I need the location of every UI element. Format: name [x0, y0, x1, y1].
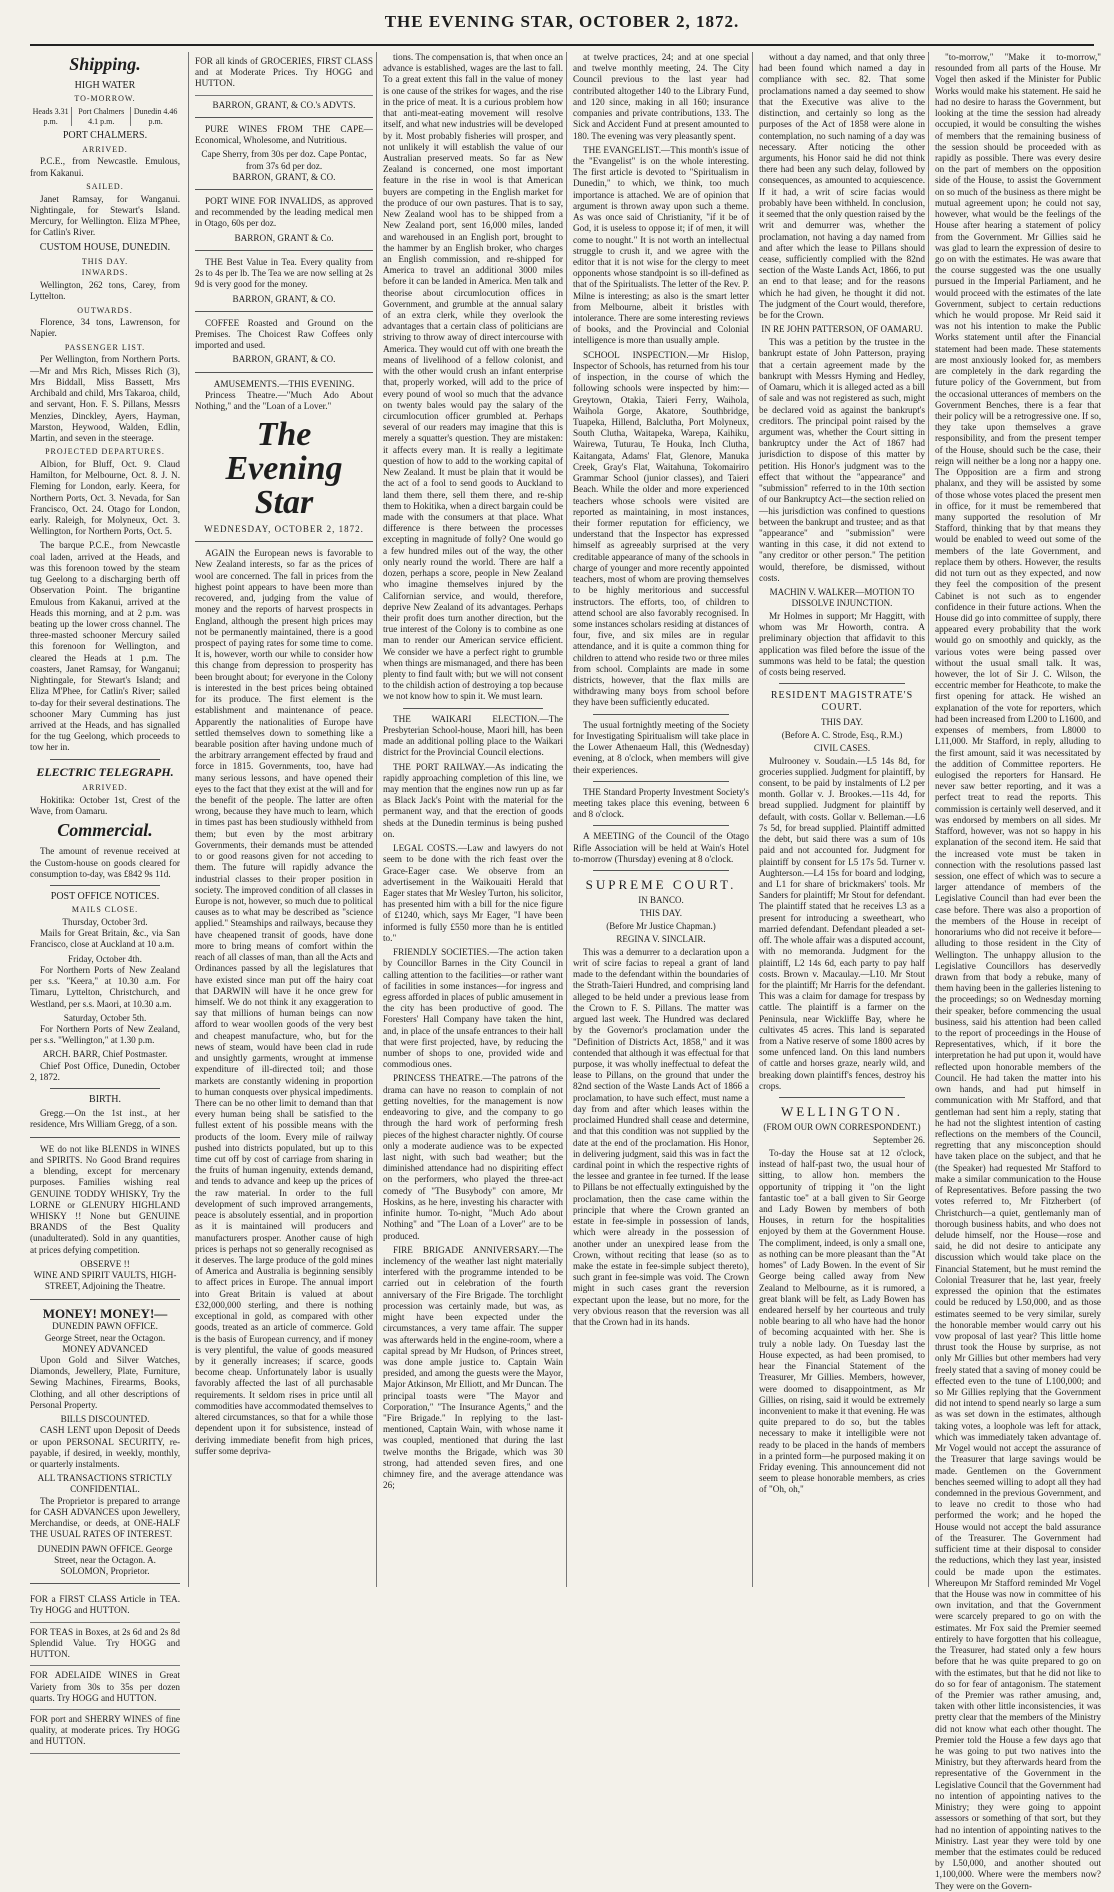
- column-5: [752, 52, 925, 1587]
- case-text: This was a demurrer to a declaration upon a writ of scire facias to repeal a grant of land made to the defendant within the boundaries of the Strath-Taieri Hundred, and comprising land alleged to be held under a previous lease from the Crown to F. S. Pillans. The matter was argued last week. The Hundred was declared by the Governor's proclamation under the "Definition of Districts Act, 1858," and it was contended that although it was effectual for that purpose, it was wholly ineffectual to defeat the lease to Pillans, on the ground that under the 82nd section of the Waste Lands Act of 1866 a proclamation, to have such effect, must name a day from and after which leases within the proclaimed Hundred shall cease and determine, and that this condition was not supplied by the date at the end of the proclamation. His Honor, in delivering judgment, said this was in fact the cardinal point in which the respective rights of the lessee and grantee in fee turned. If the lease to Pillans be not effectually extinguished by the proclamation, then the case came within the principle that where the Crown granted an estate in fee-simple in possession of lands, which were already in the possession of another under an unexpired lease from the Crown, without reciting that lease (so as to make the estate in fee-simple subject thereto), such grant in fee-simple was void. The Crown might in such cases grant the reversion expectant upon the lease, but no more, for the very obvious reason that the reversion was all that the Crown had in its hands.: [573, 946, 749, 1328]
- divider: [50, 885, 160, 886]
- amusements-heading: AMUSEMENTS.—THIS EVENING.: [213, 378, 355, 389]
- tide-table: [30, 107, 180, 127]
- tide-heads: Heads 3.31 p.m.: [30, 107, 72, 127]
- arrived-text: P.C.E., from Newcastle. Emulous, from Kakanui.: [30, 156, 180, 178]
- tide-port-chalmers: Port Chalmers 4.1 p.m.: [72, 107, 131, 127]
- divider: [195, 541, 373, 542]
- tomorrow-label: TO-MORROW.: [74, 94, 136, 104]
- tea-ad-1: FOR a FIRST CLASS Article in TEA. Try HOGG and HUTTON.: [30, 1590, 180, 1622]
- customs-heading: CUSTOM HOUSE, DUNEDIN.: [39, 242, 171, 254]
- rmc-this-day: THIS DAY.: [820, 716, 863, 727]
- civil-cases-text: Mulrooney v. Soudain.—L5 14s 8d, for groceries supplied. Judgment for plaintiff, by consent, to be paid by instalments of L2 per month. Gollar v. J. Brookes.—11s 4d, for bread supplied. Judgment for plaintiff by default, with costs. Gollar v. Belleman.—L6 7s 5d, for bread supplied. Plaintiff admitted the debt, but said there was a sum of 10s paid and not accounted for. Judgment for plaintiff by consent for L5 17s 5d. Turner v. Aughterson.—L4 15s for board and lodging, and L1 for share of brickmakers' tools. Mr Sanders for plaintiff; Mr Stout for defendant. The plaintiff stated that he receives L3 as a present for introducing a sweetheart, who married defendant. Defendant pleaded a set-off. The whole affair was a disputed account, with no memoranda. Judgment for the plaintiff, L2 14s 6d, each party to pay half costs. Brown v. Macaulay.—L10. Mr Stout for the plaintiff; Mr Harris for the defendant. This was a claim for damage for trespass by cattle. The plaintiff is a farmer on the Peninsula, near Wickliffe Bay, where he cultivates 45 acres. This land is separated from a Native reserve of some 1800 acres by some unfenced land. On this land numbers of cattle and horses graze, nearly wild, and breaking down plaintiff's fences, destroy his crops.: [759, 755, 925, 1091]
- divider: [593, 825, 729, 826]
- wine-ad-2: FOR port and SHERRY WINES of fine quality, at moderate prices. Try HOGG and HUTTON.: [30, 1710, 180, 1754]
- divider: [195, 372, 373, 373]
- customs-this-day: THIS DAY.: [81, 256, 129, 266]
- divider: [50, 759, 160, 760]
- barron-sign-3: BARRON, GRANT, & CO.: [232, 293, 336, 304]
- birth-text: Gregg.—On the 1st inst., at her residence, Mrs William Gregg, of a son.: [30, 1108, 180, 1130]
- sailed-label: SAILED.: [86, 181, 124, 191]
- shipping-heading: Shipping.: [69, 54, 141, 74]
- saturday-label: Saturday, October 5th.: [63, 1012, 147, 1023]
- outwards-label: OUTWARDS.: [77, 305, 133, 315]
- page-header: THE EVENING STAR, OCTOBER 2, 1872.: [384, 12, 740, 31]
- observe: OBSERVE !!: [80, 1258, 130, 1269]
- sailed-text: Janet Ramsay, for Wanganui. Nightingale, for Stewart's Island. Mercury, for Wellington. Eliza M'Phee, for Catlin's River.: [30, 193, 180, 238]
- divider: [30, 1583, 180, 1584]
- paper-title: The Evening Star: [225, 416, 343, 522]
- column-4: [566, 52, 749, 1587]
- wellington-text: To-day the House sat at 12 o'clock, instead of half-past two, the usual hour of sitting, to allow hon. members the opportunity of tripping it "on the light fantastic toe" at a ball given to Sir George and Lady Bowen by members of both Houses, in return for the hospitalities enjoyed by them at the Government House. The compliment, indeed, is only a small one, as nothing can be more pleasant than the "At homes" of Lady Bowen. In the event of Sir George being called away from New Zealand to Melbourne, as it is rumored, a great blank will be felt, as Lady Bowen has endeared herself by her courteous and truly noble bearing to all who have had the honor of becoming acquainted with her. She is truly a noble lady. On Tuesday last the House expected, as had been promised, to hear the Financial Statement of the Treasurer, Mr Gillies. Members, however, were doomed to disappointment, as Mr Gillies, on rising, said it would be extremely inconvenient to make it that evening. He was quite prepared to do so, but the tables necessary to make it intelligible were not ready to be placed in the hands of members in a printed form—he purposed making it on Friday evening. This announcement did not seem to please honorable members, as cries of "Oh, oh,": [759, 1147, 925, 1495]
- inwards-label: INWARDS.: [81, 268, 129, 278]
- fire-brigade-continued: at twelve practices, 24; and at one special and twelve monthly meeting, 24. The City Council previous to the last year had contributed altogether 140 to the Library Fund, and 120 since, making in all 160; insurance companies and private contributions, 133. The Sick and Accident Fund at present amounted to 180. The evening was very pleasantly spent.: [573, 52, 749, 141]
- projected-label: PROJECTED DEPARTURES.: [45, 447, 165, 457]
- projected-text: Albion, for Bluff, Oct. 9. Claud Hamilton, for Melbourne, Oct. 8. J. N. Fleming for London, early. Keera, for Northern Ports, Oct. 3. Nevada, for San Francisco, Oct. 24. Otago for London, early. Raleigh, for Molyneux, Oct. 3. Wellington, for Northern Ports, Oct. 5.: [30, 458, 180, 537]
- rifle-item: A MEETING of the Council of the Otago Rifle Association will be held at Wain's Hotel to-morrow (Thursday) evening at 8 o'clock.: [573, 831, 749, 864]
- divider: [30, 1137, 180, 1138]
- money-advanced: MONEY ADVANCED: [62, 1343, 148, 1354]
- confidential: ALL TRANSACTIONS STRICTLY CONFIDENTIAL.: [37, 1473, 173, 1495]
- passenger-label: PASSENGER LIST.: [64, 342, 146, 352]
- divider: [195, 250, 373, 251]
- wellington-heading: WELLINGTON.: [781, 1104, 903, 1120]
- civil-cases: CIVIL CASES.: [813, 742, 871, 753]
- birth-heading: BIRTH.: [89, 1094, 121, 1106]
- wellington-sub: (FROM OUR OWN CORRESPONDENT.): [763, 1121, 921, 1132]
- court-this-day: THIS DAY.: [639, 907, 682, 918]
- passenger-text: Per Wellington, from Northern Ports.—Mr and Mrs Rich, Misses Rich (3), Mrs Biddall, Miss Bassett, Mrs Archibald and child, Mrs Takaroa, child, and servant, Hon. F. S. Pillans, Messrs Menzies, Dinckley, Ayers, Hayman, Marston, Heywood, Walden, Edlin, Martin, and seven in the steerage.: [30, 354, 180, 443]
- barron-sign-4: BARRON, GRANT, & CO.: [232, 354, 336, 365]
- divider: [593, 870, 729, 871]
- pawn-address: George Street, near the Octagon.: [44, 1332, 166, 1343]
- legal-costs-item: LEGAL COSTS.—Law and lawyers do not seem to be done with the rich feast over the Grace-Eager case. We observe from an advertisement in the Waikouaiti Herald that Eager states that Mr Wesley Turton, his solicitor, has presented him with a bill for the nice figure of £1240, which, says Mr Eager, "I have been informed is fully £550 more than he is entitled to.": [383, 843, 563, 943]
- arrived-label: ARRIVED.: [82, 144, 128, 154]
- rmc-before: (Before A. C. Strode, Esq., R.M.): [781, 729, 903, 740]
- friday-label: Friday, October 4th.: [68, 953, 142, 964]
- wellington-date: September 26.: [873, 1134, 925, 1145]
- divider: [779, 1097, 905, 1098]
- columns: [30, 52, 1101, 1891]
- machin-text: Mr Holmes in support; Mr Haggitt, with whom was Mr Howorth, contra. A preliminary objection that affidavit to this application was filed before the issue of the summons was held to be fatal; the question of costs being reserved.: [759, 610, 925, 678]
- cape-prices: Cape Sherry, from 30s per doz. Cape Pontac, from 37s 6d per doz.: [201, 149, 367, 171]
- investment-item: THE Standard Property Investment Society's meeting takes place this evening, between 6 and 8 o'clock.: [573, 786, 749, 820]
- proprietor-text: The Proprietor is prepared to arrange for CASH ADVANCES upon Jewellery, Merchandise, or deeds, at ONE-HALF THE USUAL RATES OF INTEREST.: [30, 1495, 180, 1540]
- outwards-text: Florence, 34 tons, Lawrenson, for Napier.: [30, 317, 180, 339]
- mails-close: MAILS CLOSE.: [71, 905, 139, 915]
- divider: [593, 714, 729, 715]
- case-title: REGINA V. SINCLAIR.: [616, 933, 706, 944]
- bills-discounted: BILLS DISCOUNTED.: [60, 1414, 150, 1425]
- rmc-heading: RESIDENT MAGISTRATE'S COURT.: [770, 690, 914, 714]
- column-6: [928, 52, 1101, 1891]
- divider: [593, 781, 729, 782]
- cape-wines-ad: PURE WINES FROM THE CAPE—Economical, Wholesome, and Nutritious.: [195, 123, 373, 146]
- shipping-para: The barque P.C.E., from Newcastle coal laden, arrived at the Heads, and was this forenoon towed by the steam tug Geelong to a discharging berth off Observation Point. The brigantine Emulous from Kakanui, arrived at the Heads this morning, and at 2 p.m. was beating up the lower cross channel. The three-masted schooner Mercury sailed this forenoon for Wellington, and cleared the Heads at 1 p.m. The coasters, Janet Ramsay, for Wanganui; Nightingale, for Stewart's Island; and Eliza M'Phee, for Catlin's River; sailed to-day for their several destinations. The schooner Mary Cumming has just arrived at the Heads, and has signalled for the tug Geelong, which proceeds to tow her in.: [30, 540, 180, 753]
- dateline: WEDNESDAY, OCTOBER 2, 1872.: [204, 524, 364, 535]
- case-continued: without a day named, and that only three had been found which named a day in compliance with sec. 82. That some proclamations named a day seemed to show that the Executive was alive to the distinction, and certainly so long as the purposes of the Act of 1858 were alone in contemplation, no such naming of a day was necessary. After noticing the other arguments, his Honor said he did not think there had been any such delay, followed by consequences, as amounted to acquiescence. If it had, a writ of scire facias would probably have been withheld. In conclusion, it seemed that the only question raised by the writ and demurrer was, whether the proclamation, not having a day named from and after which the lease to Pillans should cease, sufficiently complied with the 82nd section of the Waste Lands Act, 1866, to put an end to that lease; and for the reasons which he had given, he thought it did not. The judgment of the Court would, therefore, be for the Crown.: [759, 52, 925, 321]
- railway-item: THE PORT RAILWAY.—As indicating the rapidly approaching completion of this line, we may mention that the engines now run up as far as Black Jack's Point with the material for the permanent way, and that the erection of goods sheds at the Dunedin terminus is being pushed on.: [383, 761, 563, 839]
- in-banco: IN BANCO.: [638, 894, 684, 905]
- money-heading: MONEY! MONEY!—: [42, 1305, 168, 1321]
- thursday-label: Thursday, October 3rd.: [62, 917, 148, 927]
- friendly-societies-item: FRIENDLY SOCIETIES.—The action taken by Councillor Barnes in the City Council in calling attention to the facilities—or rather want of facilities in some instances—for ingress and egress afforded in places of public amusement in the city has been productive of good. The Foresters' Hall Company have taken the hint, and, in place of the unsafe entrances to their hall that were first projected, have, by reducing the number of shops to one, provided wide and commodious ones.: [383, 947, 563, 1070]
- tide-dunedin: Dunedin 4.46 p.m.: [133, 106, 178, 126]
- vaults-ad: WINE AND SPIRIT VAULTS, HIGH-STREET, Adjoining the Theatre.: [33, 1270, 177, 1292]
- whisky-ad: WE do not like BLENDS in WINES and SPIRITS. No Good Brand requires a blending, except for mercenary purposes. Families wishing real GENUINE TODDY WHISKY, Try the LORNE or GLENURY HIGHLAND WHISKY !! None but GENUINE BRANDS of the Best Quality (unadulterated). Sold in any quantities, at prices defying competition.: [30, 1143, 180, 1255]
- barron-ads-heading: BARRON, GRANT, & CO.'s ADVTS.: [212, 99, 356, 110]
- princess-listing: Princess Theatre.—"Much Ado About Nothing," and the "Loan of a Lover.": [195, 389, 373, 412]
- coffee-ad: COFFEE Roasted and Ground on the Premises. The Choicest Raw Coffees only imported and used.: [195, 317, 373, 351]
- telegraph-heading: ELECTRIC TELEGRAPH.: [36, 764, 174, 779]
- editorial-continued: tions. The compensation is, that when once an advance is established, wages are the last to fall. To a great extent this fall in the value of money is one cause of the strikes for wages, and the rise in the price of meat. It is a curious problem how that anti-meat-eating movement will resolve itself, and what new industries will be developed by it. Most probably fisheries will prosper, and not unlikely it will establish the value of our Australian preserved meats. So far as New Zealand is concerned, one most important feature in the rise in wool is that American buyers are competing in the English market for the produce of our own pastures. That is to say, New Zealand wool has to be shipped from a New Zealand port, sent 16,000 miles, landed and warehoused in an English port, brought to the hammer by an English broker, who charges an English commission, and re-shipped for America to travel an additional 3000 miles before it can be landed in America. Men talk and theorise about circumlocution offices in Government, and grumble at the annual salary of an extra clerk, while they overlook the advantages that a certain class of politicians are striving to throw away of direct intercourse with America. They would cut off with one breath the means of livelihood of a fellow colonist, and with the other would crush an infant enterprise that, properly worked, will add to the price of every pound of wool so much that the advance on twenty bales would pay the salary of the circumlocution officer grumbled at. Perhaps several of our readers may imagine that this is merely a squatter's question. They are mistaken: it affects every man. It is really a legitimate question of how to add to the working capital of New Zealand. It must be plain that it would be the act of a fool to send goods to Auckland to land them there, sell them there, and re-ship them to Hokitika, when a direct bargain could be made with the consumers at that place. What difference is there between the processes excepting in magnitude of folly? One would go a few hundred miles out of the way, the other only nearly round the world. There are half a dozen, perhaps a score, people in New Zealand who imagine themselves injured by the Californian service, and would, therefore, deprive New Zealand of its advantages. Perhaps their profit does turn another direction, but the true interest of the Colony is to combine as one man to render our American service efficient. We consider we have a perfect right to grumble when things are mismanaged, and there has been plenty to find fault with; but we will not consent to the childish action of destroying a top because we not know how to spin it. We must learn.: [383, 52, 563, 702]
- telegraph-arrived: ARRIVED.: [82, 783, 128, 793]
- inwards-text: Wellington, 262 tons, Carey, from Lyttelton.: [30, 280, 180, 302]
- divider: [30, 1299, 180, 1300]
- evangelist-item: THE EVANGELIST.—This month's issue of the "Evangelist" is on the whole interesting. The first article is devoted to "Spiritualism in Dunedin," to which, we think, too much importance is attached. We are of opinion that argument is thrown away upon such a theme. As was once said of Christianity, "if it be of God, it is useless to oppose it; if of men, it will come to nought." It is not worth an intellectual struggle to crush it, and we agree with the editor that it is not wise for the clergy to meet opponents whose standpoint is so ill-defined as that of the Spiritualists. The letter of the Rev. P. Milne is interesting; as also is the smart letter from Melbourne, albeit it bristles with intolerance. There are some interesting reviews of books, and the Provincial and Colonial intelligence is more than usually ample.: [573, 144, 749, 346]
- tea-ad-2: FOR TEAS in Boxes, at 2s 6d and 2s 8d Splendid Value. Try HOGG and HUTTON.: [30, 1623, 180, 1667]
- wellington-continued: "to-morrow," "Make it to-morrow," resounded from all parts of the House. Mr Vogel then asked if the Minister for Public Works would make his statement. He said he had no desire to harass the Government, but looking at the time the session had already occupied, it would be consulting the wishes of members that the remaining business of the session should be proceeded with as rapidly as possible. There was every desire on the part of members on the opposition side of the House, to assist the Government on so much of the business as there might be mutual agreement upon; he could not say, however, what would be the feelings of the House after hearing a statement of policy from the Government. Mr Gillies said he was glad to learn the expression of desire to go on with the estimates. He was aware that the course suggested was the one usually pursued in the Imperial Parliament, and he would proceed with the estimates of the late Government, subject to certain reductions which he would propose. Mr Reid said it was not his intention to make the Public Works statement until after the Financial statement had been made. These statements are most anxiously looked for, as members are completely in the dark regarding the future policy of the Government, but from the occasional utterances of members on the Government Benches, there is a fear that their policy will be a retrogressive one. If so, they take upon themselves a grave responsibility, and from the present temper of the House, should such be the case, their reign will neither be a long nor a happy one. The Opposition are a firm and strong phalanx, and they will be assisted by some of those whose votes placed the present men in office, for it must be remembered that many supported the resolution of Mr Stafford, thinking that by that means they would be enabled to weed out some of the members of the late Government, and replace them by others. However, the results did not turn out as they expected, and now they feel the composition of the present Cabinet is not such as to engender confidence in their future actions. When the House did go into committee of supply, there appeared every probability that the work would go on smoothly and quickly, as the various votes were being passed over without the usual small talk. It was, however, the lot of Sir J. C. Wilson, the eccentric member for Heathcote, to make the first opening for attack. He wished an explanation of the vote for reporters, which had been increased from L200 to L1600, and expenses of members, from L8000 to L11,000. Mr Stafford, in reply, alluding to the first amount, said it was necessitated by the addition of Committee reporters. He eulogised the reporters for Hansard. He never saw better reporting, and it was a perfect treat to read the reports. This commission is certainly well deserved, and it was endorsed by members on all sides. Mr Stafford, however, was not so happy in his explanation of the second item. He said that the increased vote must be taken in connection with the resolutions passed last session, one effect of which was to secure a larger attendance of members of the Legislative Council than had ever been the case before. There was also a proportion of the members of the House in receipt of honorariums who did not receive it before—alluding to those resident in the City of Wellington. The unhappy allusion to the Legislative Councillors has deservedly drawn from that body a rebuke, many of them having been in the galleries listening to the proceedings; so on Wednesday morning their speaker, before commencing the usual business, said his attention had been called to the report of proceedings in the House of Representatives, which, if it bore the interpretation he had put upon it, would have reflected upon honorable members of the Council. He had taken the matter into his own hands, and had put himself in communication with Mr Stafford, and that gentleman had sent him a reply, stating that he had not the slightest intention of casting reflections on the members of the Council, regretting that any misconception should have taken place on the subject, and that he (the Speaker) had requested Mr Stafford to make a similar communication to the House of Representatives. Before passing the two votes referred to, Mr Fitzherbert (of Christchurch—a quiet, gentlemanly man of thorough business habits, and who does not delude himself, nor the House—rose and said, he did not desire to anticipate any discussion which would take place on the Financial Statement, but he must remind the Colonial Treasurer that he, last year, freely expressed the opinion that the estimates could be reduced by L50,000, and as those estimates seemed to be very similar, surely the honorable member would carry out his vow proposal of last year? This little home thrust took the House by surprise, as not only Mr Gillies but other members had very freely stated that a saving of money could be effected even to the tune of L100,000; and so Mr Gillies replying that the Government did not intend to spend nearly so large a sum as was set down in the estimates, although taking votes, a loophole was left for attack, which was immediately taken advantage of. Mr Vogel would not accept the assurance of the Treasurer that large savings would be made. Gentlemen on the Government benches seemed willing to adopt all they had condemned in the previous Government, and to leave no credit to those who had performed the work; and he hoped the House would not accept the bald assurance of the Treasurer. The Government had sufficient time at their disposal to consider the reductions, which they last year, insisted could be made upon the estimates. Whereupon Mr Stafford reminded Mr Vogel that the House was now in committee of his own invitation, and that the Government were scarcely prepared to go on with the estimates. Mr Fox said the Premier seemed entirely to have forgotten that his colleague, the Treasurer, had stated only a few hours before that he was quite prepared to go on with the estimates, but that he did not like to do so for fear of antagonism. The statement of the Premier was rather amusing, and, taken with other little inconsistencies, it was pretty clear that the members of the Ministry did not know what each other thought. The Premier told the House a few days ago that he was going to put two natives into the Ministry, but they afterwards heard from the representative of the Government in the Legislative Council that the Government had no intention of appointing natives to the Ministry; they were going to appoint assessors or something of that sort, but they had no intention of appointing natives to the Ministry. Last year they were told by one member that the estimates could be reduced by L50,000, and another shouted out 1,100,000. Where were the members now? They were on the Govern-: [935, 52, 1101, 1891]
- divider: [195, 189, 373, 190]
- po-date: Chief Post Office, Dunedin, October 2, 1872.: [30, 1060, 180, 1082]
- pawn-office: DUNEDIN PAWN OFFICE.: [52, 1321, 158, 1332]
- paper-title-box: [195, 418, 373, 520]
- cash-lent: CASH LENT upon Deposit of Deeds or upon PERSONAL SECURITY, re-payable, if desired, in weekly, monthly, or quarterly instalments.: [30, 1425, 180, 1470]
- money-text: Upon Gold and Silver Watches, Diamonds, Jewellery, Plate, Furniture, Sewing Machines, Firearms, Books, Clothing, and all other descriptions of Personal Property.: [30, 1355, 180, 1410]
- groceries-ad: FOR all kinds of GROCERIES, FIRST CLASS and at Moderate Prices. Try HOGG and HUTTON.: [195, 52, 373, 96]
- supreme-court-heading: SUPREME COURT.: [585, 877, 737, 893]
- port-heading: PORT CHALMERS.: [62, 130, 148, 142]
- column-3: [376, 52, 563, 1587]
- divider: [195, 311, 373, 312]
- header-rule: [30, 44, 1094, 46]
- barron-sign-2: BARRON, GRANT & Co.: [234, 232, 334, 243]
- divider: [403, 708, 543, 709]
- spiritualism-item: The usual fortnightly meeting of the Society for Investigating Spiritualism will take place in the Lower Athenaeum Hall, this (Wednesday) evening, at 8 o'clock, when members will give their experiences.: [573, 719, 749, 775]
- column-2: [188, 52, 373, 1587]
- port-wine-ad: PORT WINE FOR INVALIDS, as approved and recommended by the leading medical men in Otago, 60s per doz.: [195, 195, 373, 229]
- fire-brigade-item: FIRE BRIGADE ANNIVERSARY.—The inclemency of the weather last night materially interfered with the programme intended to be carried out in celebration of the fourth anniversary of the Fire Brigade. The torchlight procession was certainly made, but was, as might have been expected under the circumstances, a very tame affair. The supper was afterwards held in the engine-room, where a capital spread by Mr Hudson, of Princes street, was done ample justice to. Captain Wain presided, and among the guests were the Mayor, Major Atkinson, Mr Elliott, and Mr Duncan. The principal toasts were "The Mayor and Corporation," "The Insurance Agents," and the "Fire Brigade." In replying to the last-mentioned, Captain Wain, with whose name it was coupled, mentioned that during the last twelve months the Brigade, which was 30 strong, had attended seven fires, and one chimney fire, and the average attendance was 26;: [383, 1244, 563, 1491]
- patterson-text: This was a petition by the trustee in the bankrupt estate of John Patterson, praying that a certain agreement made by the bankrupt with Messrs Hyming and Hedley, of Oamaru, which it is alleged acted as a bill of sale and was not registered as such, might be declared void as against the bankrupt's creditors. The principal point raised by the argument was, whether the Court sitting in bankruptcy under the Act of 1867 had jurisdiction to dispose of this matter by petition. His Honor's judgment was to the effect that without the "appearance" and "submission" referred to in the 10th section of our Bankruptcy Act—the section relied on—his jurisdiction was confined to questions between the bankrupt and trustee; and as that "appearance" and "submission" were wanting in this case, it did not extend to "any creditor or other person." The petition would, therefore, be dismissed, without costs.: [759, 337, 925, 583]
- divider: [195, 117, 373, 118]
- divider: [50, 1088, 160, 1089]
- school-inspection-item: SCHOOL INSPECTION.—Mr Hislop, Inspector of Schools, has returned from his tour of inspection, in the course of which the following schools were inspected by him:—Greytown, Otakia, Taieri Ferry, Waihola, Waihola Gorge, Akatore, Southbridge, Tuapeka, Hillend, Balclutha, Port Molyneux, South Clutha, Waitapeka, Warepa, Kaihiku, Wairewa, Tuturau, Te Houka, Inch Clutha, Kaitangata, Adams' Flat, Glenore, Manuka Creek, Gray's Flat, Waitahuna, Tokomairiro Grammar School (junior classes), and Taieri Beach. While the older and more experienced teachers whose schools were visited are reported as maintaining, in most instances, their former reputation for efficiency, we understand that the Inspector has expressed himself as agreeably surprised at the very creditable appearance of many of the schools in charge of younger and more recently appointed teachers, most of whom are proving themselves to be highly meritorious and successful instructors. The efforts, too, of children to attend school are also favorably recognised. In some instances scholars residing at distances of four, five, and six miles are in regular attendance, and it is quite a common thing for children to attend who reside two or three miles from school. Complaints are made in some districts, however, that the flax mills are withdrawing many boys from school before they have been sufficiently educated.: [573, 349, 749, 708]
- friday-text: For Northern Ports of New Zealand per s.s. "Keera," at 10.30 a.m. For Timaru, Lyttelton, Christchurch, and Westland, per s.s. Maori, at 10.30 a.m.: [30, 964, 180, 1009]
- pawn-sign: DUNEDIN PAWN OFFICE. George Street, near the Octagon. A. SOLOMON, Proprietor.: [37, 1543, 173, 1576]
- commercial-heading: Commercial.: [57, 820, 153, 841]
- telegraph-text: Hokitika: October 1st, Crest of the Wave, from Oamaru.: [30, 795, 180, 817]
- column-1: [30, 52, 180, 1747]
- saturday-text: For Northern Ports of New Zealand, per s.s. "Wellington," at 1.30 p.m.: [30, 1023, 180, 1046]
- divider: [779, 683, 905, 684]
- post-heading: POST OFFICE NOTICES.: [50, 891, 160, 903]
- machin-heading: MACHIN V. WALKER—MOTION TO DISSOLVE INJUNCTION.: [769, 587, 915, 608]
- editorial-text: AGAIN the European news is favorable to New Zealand interests, so far as the prices of wool are concerned. The fall in prices from the highest point appears to have been more than recovered, and, judging from the value of money and the reports of harvest prospects in England, although the present high prices may not be permanently maintained, there is a good prospect of paying rates for some time to come. It is, however, worth our while to consider how this change from depression to prosperity has been brought about; for everyone in the Colony is interested in the best prices being obtained for its produce. The first element is the establishment and maintenance of peace. Apparently the nationalities of Europe have settled themselves down to something like a bearable position after having undone much of the arbitrary arrangement effected by fraud and force in 1815. Governments, too, have had many serious lessons, and have opened their eyes to the fact that they exist at the will and for the benefit of the people. The latter are often wrong, because they have much to learn, which in times past has been studiously withheld from them; but even by the most arbitrary Governments, their demands must be attended to or good reasons given for not acceding to them. The future will rapidly advance the industrial classes to their proper position in society. The improved condition of all classes in Europe is not, however, so much due to political causes as to what may be described as "science applied." Steamships and railways, because they have cheapened transit of goods, have done more to bring means of comfort within the reach of all classes of man, than all the Acts and Ordinances passed by all the legislatures that have existed since man put off the hairy coat that DARWIN will have it he once grew for himself. We do not think it any exaggeration to say that millions of human beings can now afford to wear woollen goods of the very best and cheapest manufacture, who, but for the news of steam, would have been clad in rude and unsightly garments, wrought at immense expenditure of ill-directed toil; and those markets are constantly widening in proportion to human conquests over physical impediments. There can be no other limit to demand than that every human being shall be satisfied to the fullest extent of his possible means with the products of the loom. Every mile of railway pushed into districts populated, but up to this time cut off by cost of carriage from sharing in the fruits of human ingenuity, extends demand, and tends to advance and keep up the prices of the raw material. In order to the full development of such improved arrangements, peace is absolutely essential, and in proportion as it is maintained will producers and manufacturers prosper. Another cause of high prices is perhaps not so generally recognised as it deserves. The large produce of the gold mines of America and Australia is beginning sensibly to affect prices in Europe. The annual import into Great Britain is valued at about £32,000,000 sterling, and there is nothing exceptional in gold, as compared with other goods, treated as an article of commerce. Gold is the basis of European currency, and if money is very plentiful, the value of goods measured by it generally increases; if scarce, goods become cheap. Unfortunately labor is usually favorably affected the last of all purchasable requirements. It seldom rises in price until all commodities have accommodated themselves to altered circumstances, so that for a while those dependent upon it for subsistence, instead of deriving immediate benefit from high prices, suffer some depriva-: [195, 548, 374, 1456]
- commercial-text: The amount of revenue received at the Custom-house on goods cleared for consumption to-day, was £842 9s 11d.: [30, 846, 180, 879]
- wine-ad-1: FOR ADELAIDE WINES in Great Variety from 30s to 35s per dozen quarts. Try HOGG and HUTTON.: [30, 1666, 180, 1710]
- court-before: (Before Mr Justice Chapman.): [606, 920, 716, 931]
- patterson-heading: IN RE JOHN PATTERSON, OF OAMARU.: [761, 324, 923, 335]
- tea-ad: THE Best Value in Tea. Every quality from 2s to 4s per lb. The Tea we are now selling at 2s 9d is very good for the money.: [195, 256, 373, 290]
- thursday-text: Mails for Great Britain, &c., via San Francisco, close at Auckland at 10 a.m.: [30, 928, 180, 950]
- barron-sign-1: BARRON, GRANT, & CO.: [232, 171, 336, 182]
- postmaster: ARCH. BARR, Chief Postmaster.: [42, 1049, 168, 1060]
- high-water-heading: HIGH WATER: [74, 79, 136, 91]
- waikari-item: THE WAIKARI ELECTION.—The Presbyterian School-house, Maori hill, has been made an additional polling place to the Waikari district for the Provincial Council elections.: [383, 713, 563, 758]
- princess-theatre-item: PRINCESS THEATRE.—The patrons of the drama can have no reason to complain of not getting novelties, for the management is now endeavoring to give, and the company to go through the hard work of performing fresh pieces of the highest character nightly. Of course only a moderate audience was to be expected last night, with such bad weather; but the diminished attendance had no dispiriting effect on the performers, who played the three-act comedy of "The Busybody" con amore, Mr Hoskins, as he here, investing his character with infinite humor. To-night, "Much Ado about Nothing" and "The Loan of a Lover" are to be produced.: [383, 1073, 563, 1241]
